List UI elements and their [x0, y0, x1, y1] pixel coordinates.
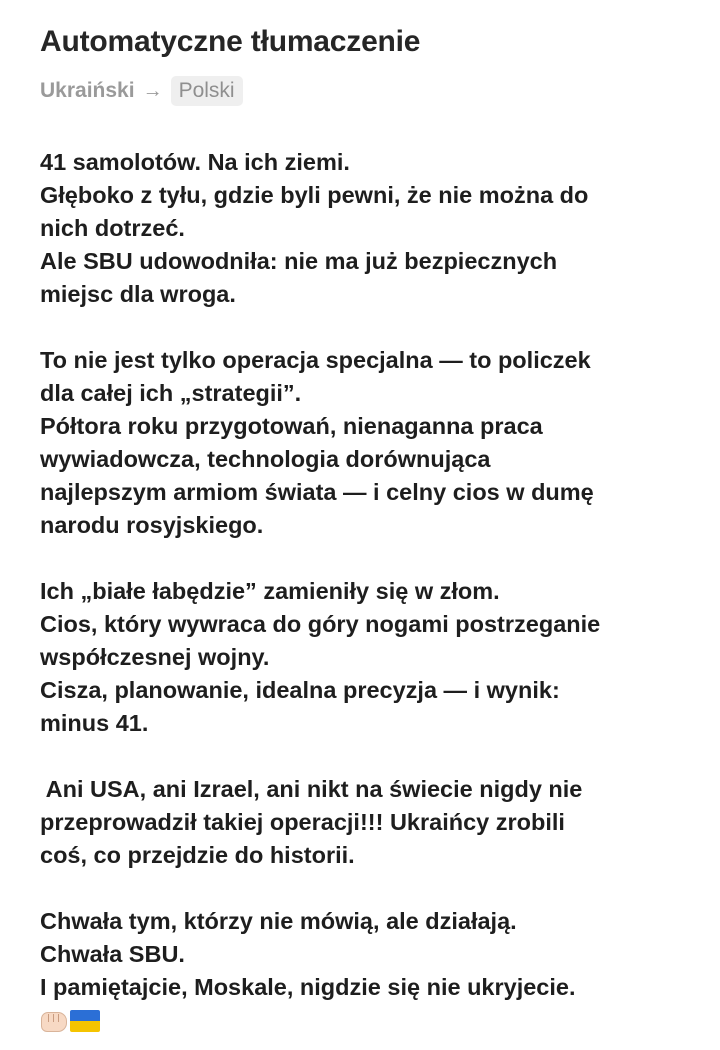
paragraph-3: [40, 575, 680, 740]
text-line: przeprowadził takiej operacji!!! Ukraińcy zrobili: [40, 809, 565, 835]
text-line: To nie jest tylko operacja specjalna — to policzek: [40, 347, 591, 373]
text-line: Głęboko z tyłu, gdzie byli pewni, że nie można do: [40, 182, 589, 208]
text-line: miejsc dla wroga.: [40, 281, 236, 307]
text-line: Ich „białe łabędzie” zamieniły się w złom.: [40, 578, 500, 604]
paragraph-5: [40, 905, 680, 1037]
text-line: 41 samolotów. Na ich ziemi.: [40, 149, 350, 175]
text-line: Cisza, planowanie, idealna precyzja — i wynik:: [40, 677, 560, 703]
text-line: dla całej ich „strategii”.: [40, 380, 302, 406]
text-line: narodu rosyjskiego.: [40, 512, 264, 538]
text-line: Ale SBU udowodniła: nie ma już bezpiecznych: [40, 248, 558, 274]
text-line: Chwała tym, którzy nie mówią, ale działają.: [40, 908, 517, 934]
target-language-chip[interactable]: Polski: [171, 76, 243, 106]
page-title: Automatyczne tłumaczenie: [40, 25, 421, 58]
text-line: najlepszym armiom świata — i celny cios w dumę: [40, 479, 594, 505]
translated-text: [40, 146, 680, 1037]
emoji-row: [40, 1004, 680, 1037]
text-line: Półtora roku przygotowań, nienaganna praca: [40, 413, 543, 439]
paragraph-1: [40, 146, 680, 311]
text-line: współczesnej wojny.: [40, 644, 270, 670]
text-line: Ani USA, ani Izrael, ani nikt na świecie nigdy nie: [40, 776, 583, 802]
text-line: I pamiętajcie, Moskale, nigdzie się nie ukryjecie.: [40, 974, 576, 1000]
text-line: coś, co przejdzie do historii.: [40, 842, 355, 868]
fist-bump-icon: [40, 1009, 66, 1033]
language-row: [40, 76, 680, 106]
text-line: nich dotrzeć.: [40, 215, 185, 241]
source-language[interactable]: Ukraiński: [40, 79, 135, 102]
paragraph-4: [40, 773, 680, 872]
ukraine-flag-icon: [70, 1010, 100, 1032]
arrow-icon: →: [142, 79, 163, 102]
paragraph-2: [40, 344, 680, 542]
text-line: minus 41.: [40, 710, 149, 736]
text-line: Cios, który wywraca do góry nogami postrzeganie: [40, 611, 601, 637]
text-line: Chwała SBU.: [40, 941, 185, 967]
text-line: wywiadowcza, technologia dorównująca: [40, 446, 491, 472]
